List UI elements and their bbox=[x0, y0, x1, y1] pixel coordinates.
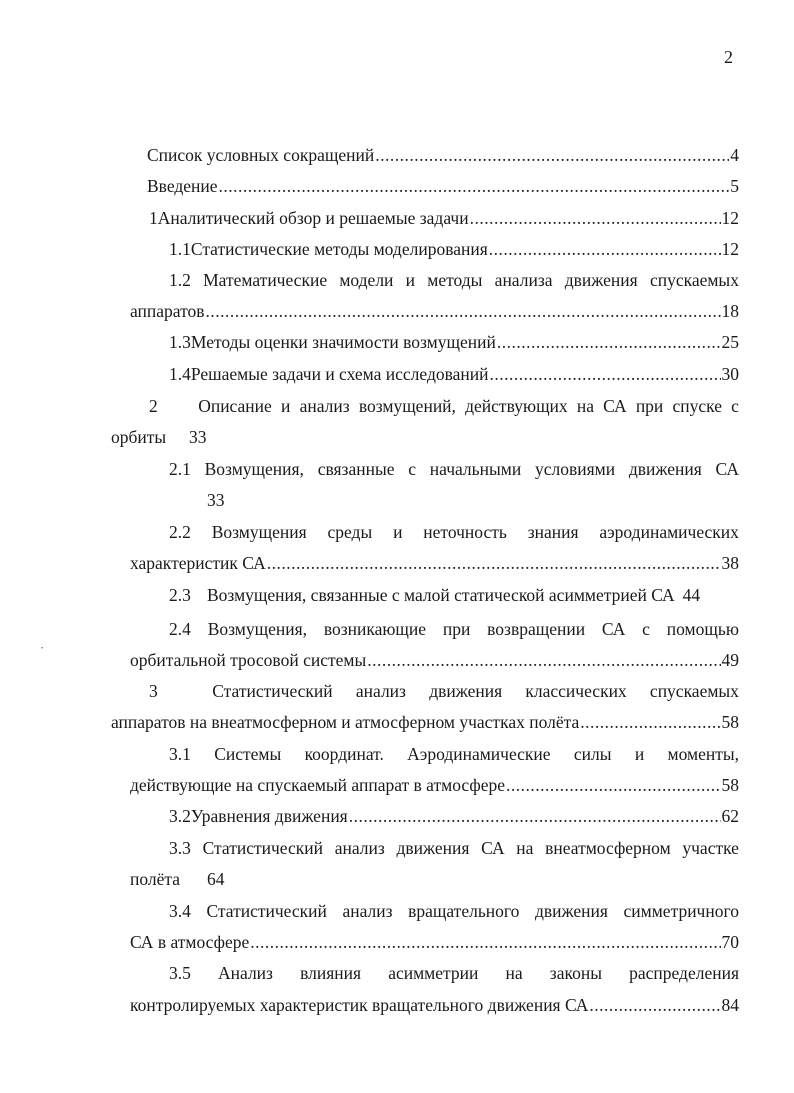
toc-entry-s2-2-line1 bbox=[169, 520, 739, 544]
toc-word: СА bbox=[715, 459, 739, 479]
toc-number: 3.2 bbox=[169, 806, 191, 826]
toc-entry-s2-4-line1 bbox=[169, 617, 739, 641]
toc-word: движения bbox=[429, 681, 503, 701]
toc-title: аппаратов на внеатмосферном и атмосферном участках полёта bbox=[111, 712, 580, 732]
toc-page: 64 bbox=[207, 869, 225, 889]
dot-leader bbox=[580, 710, 720, 734]
toc-number: 1.2 bbox=[169, 270, 191, 290]
toc-page: 33 bbox=[189, 427, 207, 447]
dot-leader bbox=[375, 143, 729, 167]
toc-word: модели bbox=[339, 270, 394, 290]
toc-word: на bbox=[516, 838, 534, 858]
toc-word: Анализ bbox=[218, 963, 273, 983]
dot-leader bbox=[489, 237, 721, 261]
dot-leader bbox=[506, 773, 720, 797]
toc-word: спускаемых bbox=[649, 681, 739, 701]
toc-word: анализ bbox=[355, 681, 406, 701]
toc-word: движения bbox=[564, 270, 638, 290]
toc-number: 2.4 bbox=[169, 619, 191, 639]
toc-entry-s2-1-line1 bbox=[169, 457, 739, 481]
dot-leader bbox=[367, 648, 720, 672]
toc-word: возмущений, bbox=[358, 396, 456, 416]
toc-word: СА bbox=[481, 838, 505, 858]
toc-word: при bbox=[635, 396, 664, 416]
toc-word: неточность bbox=[423, 522, 507, 542]
toc-entry-ch2-line2 bbox=[111, 425, 207, 449]
toc-number: 2.1 bbox=[169, 459, 191, 479]
toc-word: Описание bbox=[198, 396, 272, 416]
toc-number: 3.1 bbox=[169, 744, 191, 764]
toc-word: среды bbox=[327, 522, 373, 542]
toc-word: с bbox=[408, 459, 417, 479]
toc-entry-s3-4-line2 bbox=[130, 930, 739, 954]
toc-word: классических bbox=[525, 681, 627, 701]
toc-word: и bbox=[634, 744, 645, 764]
toc-word: асимметрии bbox=[388, 963, 479, 983]
toc-word: условиями bbox=[534, 459, 616, 479]
toc-title: Решаемые задачи и схема исследований bbox=[190, 364, 489, 384]
toc-word: Математические bbox=[203, 270, 328, 290]
toc-number: 2 bbox=[149, 396, 158, 416]
toc-word: СА bbox=[603, 396, 627, 416]
toc-entry-s2-4-line2 bbox=[130, 648, 739, 672]
toc-number: 1.4 bbox=[169, 364, 191, 384]
toc-word: на bbox=[576, 396, 594, 416]
dot-leader bbox=[206, 299, 721, 323]
toc-entry-s3-3-line2 bbox=[130, 867, 225, 891]
toc-word: движения bbox=[396, 838, 470, 858]
toc-word: с bbox=[642, 619, 650, 639]
toc-title: полёта bbox=[130, 869, 181, 889]
toc-word: и bbox=[405, 270, 416, 290]
toc-word: движения bbox=[535, 901, 608, 921]
toc-entry-s2-1-line2 bbox=[207, 488, 225, 512]
toc-word: СА bbox=[601, 619, 626, 639]
toc-entry-s1-3 bbox=[169, 330, 739, 354]
toc-entry-ch3-line1 bbox=[149, 679, 739, 703]
toc-entry-s3-4-line1 bbox=[169, 899, 739, 923]
toc-title: характеристик СА bbox=[130, 553, 266, 573]
toc-entry-s1-4 bbox=[169, 362, 739, 386]
toc-number: 1 bbox=[149, 208, 158, 228]
toc-word: и bbox=[393, 522, 403, 542]
toc-word: моменты, bbox=[667, 744, 739, 764]
toc-word: участке bbox=[682, 838, 739, 858]
toc-entry-s3-3-line1 bbox=[169, 836, 739, 860]
toc-entry-s2-3 bbox=[169, 583, 739, 607]
toc-word: Системы bbox=[214, 744, 282, 764]
toc-page: 49 bbox=[721, 650, 739, 670]
toc-page: 58 bbox=[721, 712, 739, 732]
toc-page: 44 bbox=[682, 585, 701, 605]
toc-number: 1.3 bbox=[169, 332, 191, 352]
toc-title: Список условных сокращений bbox=[147, 145, 375, 165]
toc-entry-s1-1 bbox=[169, 237, 739, 261]
toc-entry-intro bbox=[147, 174, 739, 198]
toc-number: 3.3 bbox=[169, 838, 191, 858]
dot-leader bbox=[250, 930, 720, 954]
toc-word: спуске bbox=[672, 396, 722, 416]
toc-page: 12 bbox=[721, 208, 739, 228]
toc-word: анализ bbox=[299, 396, 350, 416]
toc-title: СА в атмосфере bbox=[130, 932, 250, 952]
toc-entry-ch1 bbox=[149, 206, 739, 230]
toc-word: Аэродинамические bbox=[407, 744, 551, 764]
toc-word: Возмущения, bbox=[204, 459, 304, 479]
toc-page: 70 bbox=[721, 932, 739, 952]
toc-page: 4 bbox=[730, 145, 739, 165]
toc-title: аппаратов bbox=[130, 301, 205, 321]
toc-word: координат. bbox=[304, 744, 384, 764]
toc-title: Уравнения движения bbox=[190, 806, 348, 826]
toc-page: 84 bbox=[721, 995, 739, 1015]
toc-number: 1.1 bbox=[169, 239, 191, 259]
dot-leader bbox=[267, 551, 721, 575]
toc-page: 12 bbox=[721, 239, 739, 259]
toc-word: анализ bbox=[342, 901, 393, 921]
toc-word: методы bbox=[427, 270, 483, 290]
dot-leader bbox=[497, 330, 721, 354]
toc-word: возникающие bbox=[323, 619, 427, 639]
toc-word: силы bbox=[573, 744, 612, 764]
toc-entry-ch3-line2 bbox=[111, 710, 739, 734]
toc-number: 3.5 bbox=[169, 963, 191, 983]
toc-page: 33 bbox=[207, 490, 225, 510]
toc-word: анализ bbox=[334, 838, 385, 858]
toc-number: 2.2 bbox=[169, 522, 191, 542]
toc-page: 58 bbox=[721, 775, 739, 795]
toc-title: орбиты bbox=[111, 427, 167, 447]
toc-word: внеатмосферном bbox=[545, 838, 671, 858]
toc-entry-s3-1-line2 bbox=[130, 773, 739, 797]
toc-page: 38 bbox=[721, 553, 739, 573]
toc-word: начальными bbox=[429, 459, 522, 479]
toc-page: 18 bbox=[721, 301, 739, 321]
toc-number: 3.4 bbox=[169, 901, 191, 921]
dot-leader bbox=[219, 174, 730, 198]
toc-page: 30 bbox=[721, 364, 739, 384]
toc-entry-s2-2-line2 bbox=[130, 551, 739, 575]
toc-entry-s3-5-line1 bbox=[169, 961, 739, 985]
dot-leader bbox=[589, 993, 720, 1017]
toc-word: влияния bbox=[300, 963, 362, 983]
toc-word: Статистический bbox=[212, 681, 333, 701]
toc-title: Аналитический обзор и решаемые задачи bbox=[157, 208, 469, 228]
toc-title: контролируемых характеристик вращательного движения СА bbox=[130, 995, 589, 1015]
toc-word: законы bbox=[549, 963, 602, 983]
toc-title: Возмущения, связанные с малой статической асимметрией СА bbox=[207, 585, 675, 605]
toc-title: Статистические методы моделирования bbox=[190, 239, 488, 259]
toc-word: анализа bbox=[494, 270, 553, 290]
toc-number: 2.3 bbox=[169, 585, 191, 605]
toc-word: Возмущения bbox=[211, 522, 307, 542]
toc-page: 5 bbox=[730, 176, 739, 196]
toc-word: вращательного bbox=[408, 901, 520, 921]
toc-word: связанные bbox=[317, 459, 395, 479]
scan-speck: • bbox=[41, 646, 44, 652]
toc-page: 62 bbox=[721, 806, 739, 826]
toc-word: аэродинамических bbox=[599, 522, 739, 542]
dot-leader bbox=[490, 362, 721, 386]
toc-word: Статистический bbox=[202, 838, 323, 858]
toc-entry-s3-5-line2 bbox=[130, 993, 739, 1017]
toc-title: Введение bbox=[147, 176, 218, 196]
toc-page: 25 bbox=[721, 332, 739, 352]
toc-entry-s1-2-line1 bbox=[169, 268, 739, 292]
toc-word: Статистический bbox=[206, 901, 327, 921]
toc-entry-s3-1-line1 bbox=[169, 742, 739, 766]
toc-word: помощью bbox=[666, 619, 739, 639]
toc-entry-s1-2-line2 bbox=[130, 299, 739, 323]
toc-word: спускаемых bbox=[649, 270, 739, 290]
toc-title: орбитальной тросовой системы bbox=[130, 650, 367, 670]
page-number: 2 bbox=[724, 47, 733, 67]
toc-word: распределения bbox=[629, 963, 739, 983]
toc-title: Методы оценки значимости возмущений bbox=[190, 332, 496, 352]
toc-entry-abbreviations bbox=[147, 143, 739, 167]
toc-word: движения bbox=[628, 459, 702, 479]
dot-leader bbox=[470, 206, 721, 230]
toc-word: симметричного bbox=[623, 901, 739, 921]
toc-word: на bbox=[505, 963, 523, 983]
toc-entry-ch2-line1 bbox=[149, 394, 739, 418]
toc-word: с bbox=[731, 396, 739, 416]
toc-title: действующие на спускаемый аппарат в атмосфере bbox=[130, 775, 506, 795]
toc-word: при bbox=[442, 619, 471, 639]
toc-entry-s3-2 bbox=[169, 804, 739, 828]
toc-word: знания bbox=[527, 522, 579, 542]
dot-leader bbox=[349, 804, 721, 828]
toc-word: и bbox=[281, 396, 291, 416]
toc-word: возвращении bbox=[487, 619, 586, 639]
toc-word: действующих bbox=[465, 396, 568, 416]
toc-number: 3 bbox=[149, 681, 158, 701]
toc-word: Возмущения, bbox=[207, 619, 307, 639]
